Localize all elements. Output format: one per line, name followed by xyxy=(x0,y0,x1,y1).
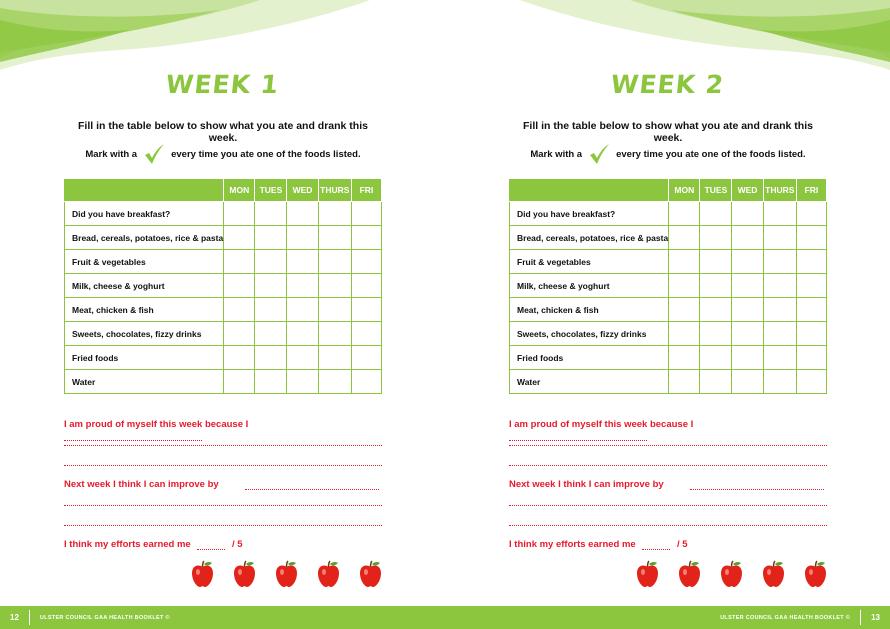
day-cell[interactable] xyxy=(287,298,318,322)
day-cell[interactable] xyxy=(700,298,732,322)
improve-answer-line-3[interactable] xyxy=(509,525,827,526)
day-cell[interactable] xyxy=(796,322,826,346)
day-cell[interactable] xyxy=(763,370,796,394)
day-cell[interactable] xyxy=(224,226,255,250)
day-cell[interactable] xyxy=(732,322,763,346)
day-cell[interactable] xyxy=(224,370,255,394)
day-cell[interactable] xyxy=(796,202,826,226)
page-week-2 xyxy=(445,0,890,629)
table-header-row xyxy=(510,179,827,202)
efforts-suffix: / 5 xyxy=(676,539,688,550)
efforts-label: I think my efforts earned me xyxy=(509,539,636,550)
day-cell[interactable] xyxy=(318,226,351,250)
day-cell[interactable] xyxy=(669,226,700,250)
day-cell[interactable] xyxy=(351,274,381,298)
header-day: WED xyxy=(287,179,318,202)
leaf-decoration xyxy=(520,0,890,80)
week-title: WEEK 2 xyxy=(609,70,726,99)
mark-instruction xyxy=(64,144,382,164)
leaf-decoration xyxy=(0,0,370,80)
apple-rating xyxy=(190,560,383,588)
day-cell[interactable] xyxy=(763,322,796,346)
day-cell[interactable] xyxy=(669,274,700,298)
apple-icon[interactable] xyxy=(274,560,299,588)
day-cell[interactable] xyxy=(763,274,796,298)
table-row xyxy=(510,274,827,298)
day-cell[interactable] xyxy=(732,250,763,274)
day-cell[interactable] xyxy=(287,370,318,394)
apple-icon[interactable] xyxy=(719,560,744,588)
day-cell[interactable] xyxy=(732,298,763,322)
day-cell[interactable] xyxy=(351,250,381,274)
apple-icon[interactable] xyxy=(232,560,257,588)
header-day: THURS xyxy=(318,179,351,202)
header-day: FRI xyxy=(796,179,826,202)
day-cell[interactable] xyxy=(732,274,763,298)
day-cell[interactable] xyxy=(255,346,287,370)
proud-answer-line-2[interactable] xyxy=(509,445,827,446)
day-cell[interactable] xyxy=(351,370,381,394)
table-row xyxy=(65,202,382,226)
table-row xyxy=(510,370,827,394)
header-day: MON xyxy=(224,179,255,202)
efforts-line[interactable] xyxy=(509,539,827,550)
day-cell[interactable] xyxy=(255,274,287,298)
table-row xyxy=(510,226,827,250)
day-cell[interactable] xyxy=(700,274,732,298)
day-cell[interactable] xyxy=(255,250,287,274)
efforts-suffix: / 5 xyxy=(231,539,243,550)
improve-answer-line-2[interactable] xyxy=(509,505,827,506)
day-cell[interactable] xyxy=(700,370,732,394)
table-row xyxy=(65,322,382,346)
food-label: Milk, cheese & yoghurt xyxy=(65,274,224,298)
day-cell[interactable] xyxy=(669,298,700,322)
mark-suffix: every time you ate one of the foods listed. xyxy=(171,148,361,160)
apple-rating xyxy=(635,560,828,588)
table-row xyxy=(65,250,382,274)
improve-line[interactable] xyxy=(509,479,827,490)
header-food-blank xyxy=(510,179,669,202)
check-icon xyxy=(588,144,610,164)
apple-icon[interactable] xyxy=(677,560,702,588)
day-cell[interactable] xyxy=(287,322,318,346)
proud-answer-line[interactable] xyxy=(64,440,202,441)
header-food-blank xyxy=(65,179,224,202)
day-cell[interactable] xyxy=(700,346,732,370)
day-cell[interactable] xyxy=(700,250,732,274)
apple-icon[interactable] xyxy=(635,560,660,588)
booklet-title: ULSTER COUNCIL GAA HEALTH BOOKLET © xyxy=(39,614,170,621)
day-cell[interactable] xyxy=(669,370,700,394)
proud-label: I am proud of myself this week because I xyxy=(509,419,694,430)
day-cell[interactable] xyxy=(669,202,700,226)
efforts-label: I think my efforts earned me xyxy=(64,539,191,550)
improve-label: Next week I think I can improve by xyxy=(64,479,219,490)
table-row xyxy=(510,250,827,274)
day-cell[interactable] xyxy=(318,202,351,226)
mark-instruction xyxy=(509,144,827,164)
apple-icon[interactable] xyxy=(761,560,786,588)
day-cell[interactable] xyxy=(287,346,318,370)
day-cell[interactable] xyxy=(796,250,826,274)
food-label: Fried foods xyxy=(510,346,669,370)
table-row xyxy=(510,298,827,322)
food-label: Did you have breakfast? xyxy=(510,202,669,226)
proud-line[interactable] xyxy=(509,419,827,441)
week-title: WEEK 1 xyxy=(164,70,281,99)
day-cell[interactable] xyxy=(287,226,318,250)
food-label: Bread, cereals, potatoes, rice & pasta xyxy=(65,226,224,250)
food-table xyxy=(509,178,827,394)
day-cell[interactable] xyxy=(669,250,700,274)
proud-answer-line-2[interactable] xyxy=(64,445,382,446)
day-cell[interactable] xyxy=(700,226,732,250)
day-cell[interactable] xyxy=(318,346,351,370)
proud-answer-line-3[interactable] xyxy=(64,465,382,466)
day-cell[interactable] xyxy=(255,226,287,250)
proud-answer-line-3[interactable] xyxy=(509,465,827,466)
day-cell[interactable] xyxy=(255,322,287,346)
day-cell[interactable] xyxy=(351,298,381,322)
improve-answer-line-3[interactable] xyxy=(64,525,382,526)
day-cell[interactable] xyxy=(224,346,255,370)
table-header-row xyxy=(65,179,382,202)
proud-label: I am proud of myself this week because I xyxy=(64,419,249,430)
improve-label: Next week I think I can improve by xyxy=(509,479,664,490)
day-cell[interactable] xyxy=(669,346,700,370)
food-label: Fruit & vegetables xyxy=(65,250,224,274)
day-cell[interactable] xyxy=(318,274,351,298)
day-cell[interactable] xyxy=(224,274,255,298)
day-cell[interactable] xyxy=(318,298,351,322)
efforts-score-line[interactable] xyxy=(642,549,670,550)
header-day: WED xyxy=(732,179,763,202)
food-label: Water xyxy=(510,370,669,394)
day-cell[interactable] xyxy=(796,226,826,250)
day-cell[interactable] xyxy=(763,226,796,250)
header-day: THURS xyxy=(763,179,796,202)
page-footer xyxy=(0,606,445,629)
day-cell[interactable] xyxy=(763,346,796,370)
check-icon xyxy=(143,144,165,164)
day-cell[interactable] xyxy=(255,202,287,226)
day-cell[interactable] xyxy=(700,202,732,226)
food-label: Milk, cheese & yoghurt xyxy=(510,274,669,298)
mark-suffix: every time you ate one of the foods listed. xyxy=(616,148,806,160)
day-cell[interactable] xyxy=(224,202,255,226)
mark-prefix: Mark with a xyxy=(530,148,583,160)
day-cell[interactable] xyxy=(796,298,826,322)
day-cell[interactable] xyxy=(732,370,763,394)
day-cell[interactable] xyxy=(763,202,796,226)
food-label: Sweets, chocolates, fizzy drinks xyxy=(510,322,669,346)
improve-line[interactable] xyxy=(64,479,382,490)
day-cell[interactable] xyxy=(669,322,700,346)
day-cell[interactable] xyxy=(732,202,763,226)
apple-icon[interactable] xyxy=(803,560,828,588)
apple-icon[interactable] xyxy=(316,560,341,588)
header-day: FRI xyxy=(351,179,381,202)
day-cell[interactable] xyxy=(700,322,732,346)
food-label: Sweets, chocolates, fizzy drinks xyxy=(65,322,224,346)
food-label: Meat, chicken & fish xyxy=(510,298,669,322)
improve-answer-line[interactable] xyxy=(245,489,379,490)
day-cell[interactable] xyxy=(287,250,318,274)
table-row xyxy=(65,226,382,250)
food-label: Bread, cereals, potatoes, rice & pasta xyxy=(510,226,669,250)
day-cell[interactable] xyxy=(318,250,351,274)
day-cell[interactable] xyxy=(351,202,381,226)
day-cell[interactable] xyxy=(255,370,287,394)
day-cell[interactable] xyxy=(732,346,763,370)
day-cell[interactable] xyxy=(351,322,381,346)
food-label: Fruit & vegetables xyxy=(510,250,669,274)
food-label: Meat, chicken & fish xyxy=(65,298,224,322)
day-cell[interactable] xyxy=(287,274,318,298)
food-label: Water xyxy=(65,370,224,394)
table-row xyxy=(510,322,827,346)
proud-answer-line[interactable] xyxy=(509,440,647,441)
day-cell[interactable] xyxy=(732,226,763,250)
page-number: 13 xyxy=(871,613,880,622)
booklet-title: ULSTER COUNCIL GAA HEALTH BOOKLET © xyxy=(720,614,851,621)
day-cell[interactable] xyxy=(796,274,826,298)
improve-answer-line-2[interactable] xyxy=(64,505,382,506)
day-cell[interactable] xyxy=(796,370,826,394)
day-cell[interactable] xyxy=(224,250,255,274)
table-row xyxy=(510,346,827,370)
page-number: 12 xyxy=(10,613,19,622)
page-footer xyxy=(445,606,890,629)
table-row xyxy=(65,298,382,322)
day-cell[interactable] xyxy=(796,346,826,370)
food-label: Did you have breakfast? xyxy=(65,202,224,226)
day-cell[interactable] xyxy=(351,226,381,250)
mark-prefix: Mark with a xyxy=(85,148,138,160)
food-table xyxy=(64,178,382,394)
day-cell[interactable] xyxy=(224,298,255,322)
efforts-line[interactable] xyxy=(64,539,382,550)
efforts-score-line[interactable] xyxy=(197,549,225,550)
day-cell[interactable] xyxy=(318,370,351,394)
day-cell[interactable] xyxy=(287,202,318,226)
apple-icon[interactable] xyxy=(190,560,215,588)
instruction-text: Fill in the table below to show what you ate and drank this week. xyxy=(78,120,368,144)
day-cell[interactable] xyxy=(763,298,796,322)
day-cell[interactable] xyxy=(351,346,381,370)
table-row xyxy=(510,202,827,226)
header-day: TUES xyxy=(700,179,732,202)
improve-answer-line[interactable] xyxy=(690,489,824,490)
day-cell[interactable] xyxy=(224,322,255,346)
instruction-text: Fill in the table below to show what you ate and drank this week. xyxy=(523,120,813,144)
table-row xyxy=(65,346,382,370)
table-row xyxy=(65,274,382,298)
day-cell[interactable] xyxy=(763,250,796,274)
day-cell[interactable] xyxy=(318,322,351,346)
apple-icon[interactable] xyxy=(358,560,383,588)
header-day: MON xyxy=(669,179,700,202)
proud-line[interactable] xyxy=(64,419,382,441)
day-cell[interactable] xyxy=(255,298,287,322)
table-row xyxy=(65,370,382,394)
header-day: TUES xyxy=(255,179,287,202)
food-label: Fried foods xyxy=(65,346,224,370)
